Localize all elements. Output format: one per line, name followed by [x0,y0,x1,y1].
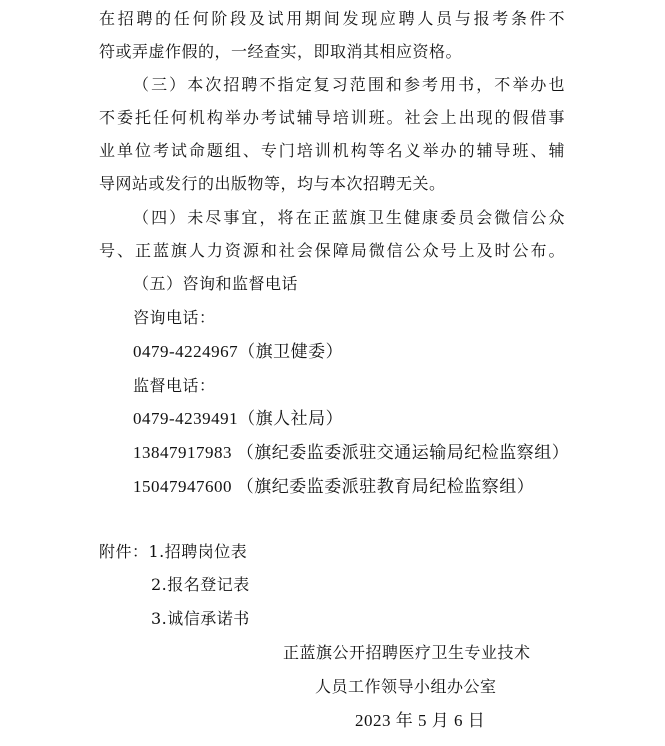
paragraph-4-line-1: （四）未尽事宜，将在正蓝旗卫生健康委员会微信公众 [133,208,565,227]
paragraph-3-line-4: 导网站或发行的出版物等，均与本次招聘无关。 [99,174,446,193]
attachment-item-3: 3.诚信承诺书 [151,609,250,628]
consult-phone-line: 0479-4224967（旗卫健委） [133,342,344,361]
paragraph-3-line-3: 业单位考试命题组、专门培训机构等名义举办的辅导班、辅 [99,141,565,160]
attachments-label-item-1: 附件：1.招聘岗位表 [99,542,248,561]
consult-label: 咨询电话： [133,308,216,327]
supervise-label: 监督电话： [133,376,216,395]
paragraph-3-line-1: （三）本次招聘不指定复习范围和参考用书，不举办也 [133,75,565,94]
signature-date: 2023 年 5 月 6 日 [355,711,486,730]
supervise-phone-line-1: 0479-4239491（旗人社局） [133,409,344,428]
paragraph-2-line-2: 符或弄虚作假的，一经查实，即取消其相应资格。 [99,42,463,61]
signature-org-line-2: 人员工作领导小组办公室 [315,677,497,696]
paragraph-2-line-1: 在招聘的任何阶段及试用期间发现应聘人员与报考条件不 [99,9,565,28]
signature-org-line-1: 正蓝旗公开招聘医疗卫生专业技术 [283,643,531,662]
supervise-phone-line-2: 13847917983 （旗纪委监委派驻交通运输局纪检监察组） [133,443,570,462]
attachment-item-2: 2.报名登记表 [151,575,250,594]
paragraph-5-heading: （五）咨询和监督电话 [133,274,299,293]
paragraph-4-line-2: 号、正蓝旗人力资源和社会保障局微信公众号上及时公布。 [99,241,565,260]
paragraph-3-line-2: 不委托任何机构举办考试辅导培训班。社会上出现的假借事 [99,108,565,127]
supervise-phone-line-3: 15047947600 （旗纪委监委派驻教育局纪检监察组） [133,477,535,496]
